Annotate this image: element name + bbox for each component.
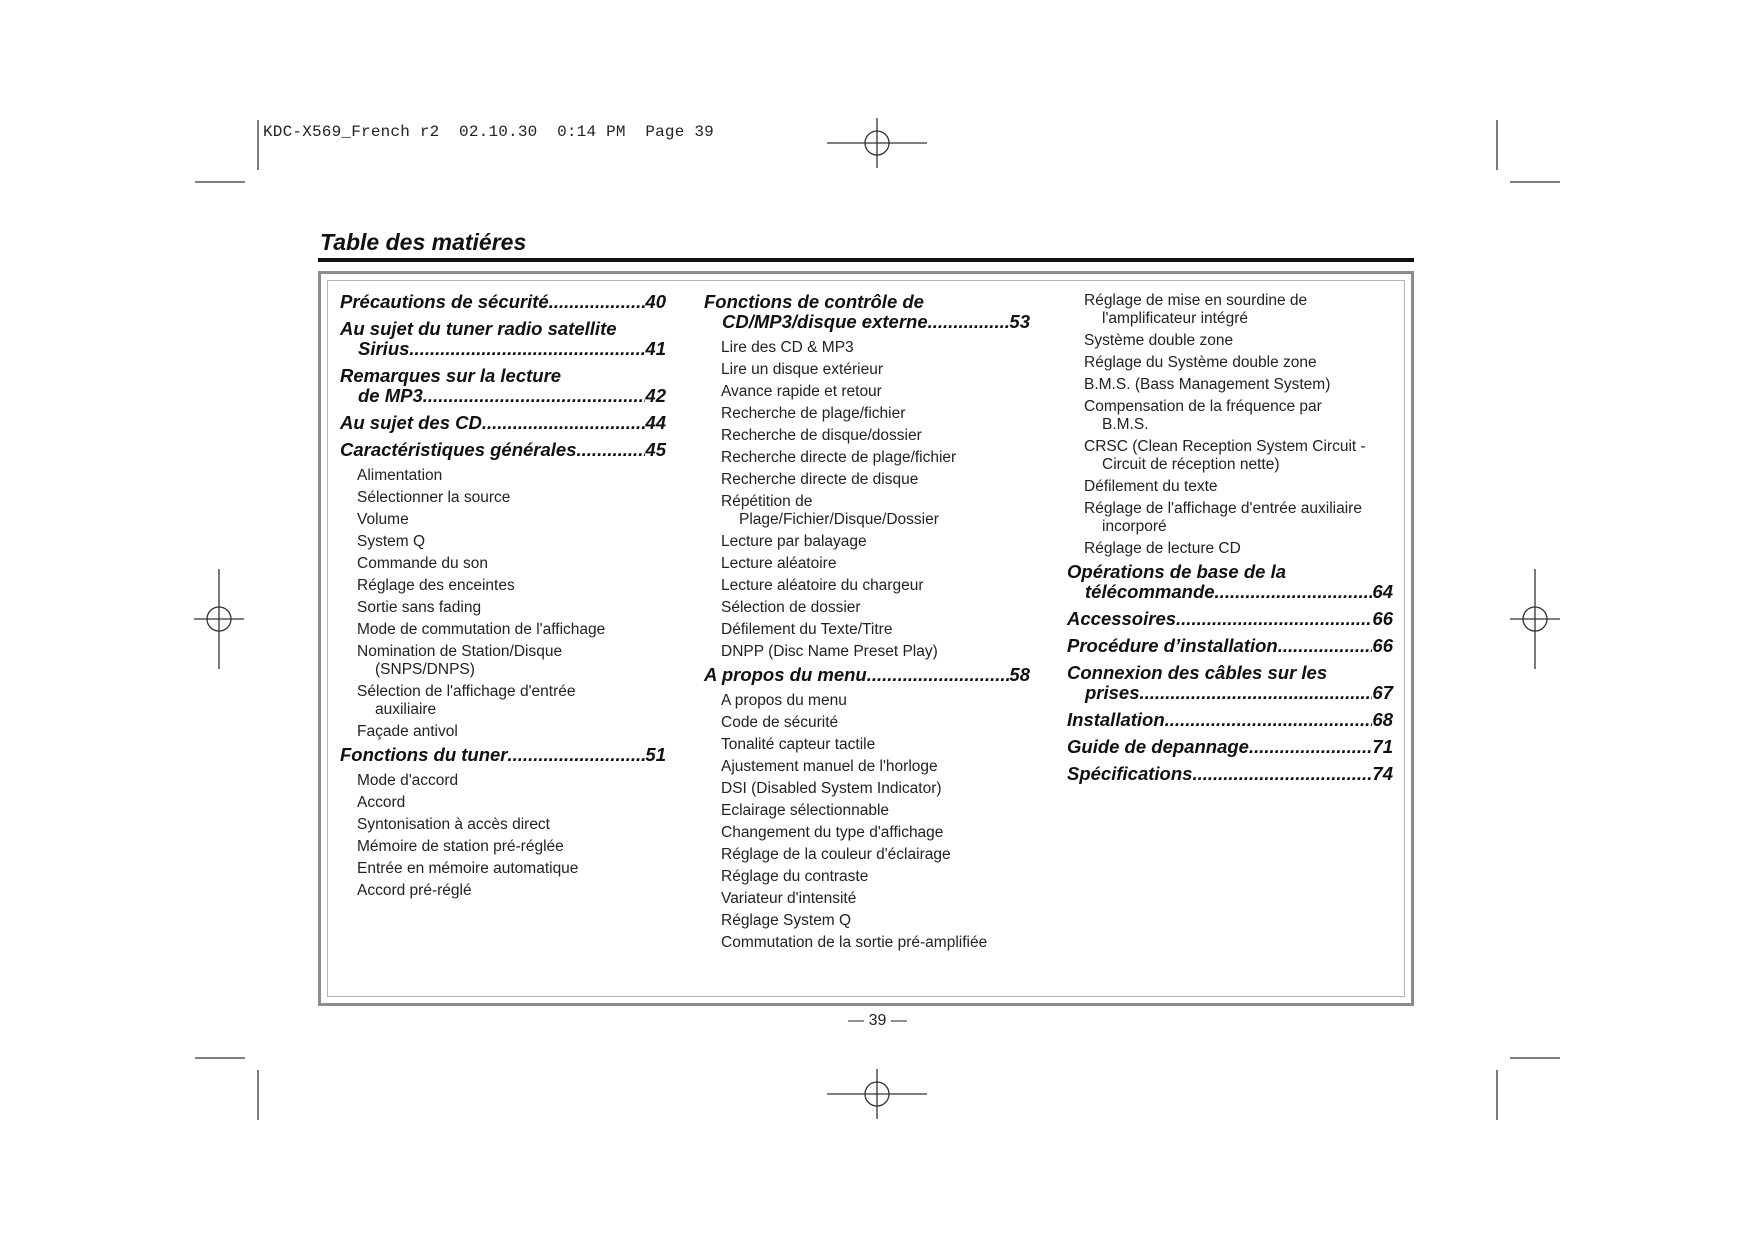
toc-section-title: Fonctions de contrôle de — [704, 291, 924, 312]
toc-section-title: Remarques sur la lecture — [340, 365, 562, 386]
toc-leader-dots — [549, 292, 646, 312]
toc-item — [704, 890, 1030, 908]
toc-item — [704, 599, 1030, 617]
toc-item-label: Entrée en mémoire automatique — [357, 860, 579, 877]
toc-item — [340, 533, 666, 551]
toc-item-label: Réglage de lecture CD — [1084, 540, 1241, 557]
print-date: 02.10.30 — [459, 123, 538, 141]
toc-item — [704, 780, 1030, 798]
toc-item-label: Avance rapide et retour — [721, 383, 882, 400]
toc-item-label: Mémoire de station pré-réglée — [357, 838, 564, 855]
toc-section-title-line2: de MP3 — [358, 385, 423, 406]
toc-item-label: Réglage du contraste — [721, 868, 869, 885]
toc-section — [1067, 710, 1393, 730]
title-rule — [318, 258, 1414, 262]
page-number: — 39 — — [848, 1012, 907, 1029]
registration-mark-right — [1510, 569, 1560, 669]
toc-item — [704, 802, 1030, 820]
toc-page-number: 64 — [1372, 581, 1393, 602]
toc-section — [1067, 562, 1393, 602]
toc-item-label: DSI (Disabled System Indicator) — [721, 780, 942, 797]
toc-item — [340, 467, 666, 485]
toc-page-number: 67 — [1372, 682, 1393, 703]
toc-item — [704, 577, 1030, 595]
toc-item-label-cont: Plage/Fichier/Disque/Dossier — [739, 511, 939, 528]
toc-leader-dots — [423, 386, 646, 406]
toc-item — [340, 621, 666, 639]
toc-leader-dots — [1249, 737, 1372, 757]
print-file: KDC-X569_French r2 — [263, 123, 440, 141]
toc-item-label: Mode d'accord — [357, 772, 459, 789]
toc-item-label: Réglage de mise en sourdine de — [1084, 292, 1308, 309]
toc-item — [704, 692, 1030, 710]
toc-section — [1067, 636, 1393, 656]
print-time: 0:14 PM — [557, 123, 626, 141]
toc-item-label: Réglage de l'affichage d'entrée auxiliaire — [1084, 500, 1362, 517]
toc-item-label: Lire des CD & MP3 — [721, 339, 854, 356]
toc-item — [340, 794, 666, 812]
toc-page-number: 66 — [1372, 635, 1393, 656]
toc-item-label: Alimentation — [357, 467, 443, 484]
toc-item — [704, 339, 1030, 357]
toc-item — [340, 723, 666, 741]
toc-item-label: Ajustement manuel de l'horloge — [721, 758, 938, 775]
toc-page-number: 42 — [645, 385, 666, 406]
toc-leader-dots — [1165, 710, 1373, 730]
toc-item-label-cont: (SNPS/DNPS) — [375, 661, 475, 678]
toc-leader-dots — [1176, 609, 1372, 629]
toc-item-label: Lecture par balayage — [721, 533, 867, 550]
toc-section-title: Spécifications — [1067, 763, 1193, 784]
toc-section-title-line2: CD/MP3/disque externe — [722, 311, 928, 332]
toc-item — [704, 427, 1030, 445]
toc-leader-dots — [508, 745, 646, 765]
toc-item — [704, 361, 1030, 379]
toc-section-title: Fonctions du tuner — [340, 744, 508, 765]
toc-item-label: Changement du type d'affichage — [721, 824, 944, 841]
toc-item — [704, 405, 1030, 423]
toc-item-label: Lire un disque extérieur — [721, 361, 883, 378]
toc-section — [704, 292, 1030, 332]
toc-section — [1067, 663, 1393, 703]
toc-section — [1067, 737, 1393, 757]
toc-item — [340, 555, 666, 573]
toc-page-number: 51 — [645, 744, 666, 765]
toc-item-label: DNPP (Disc Name Preset Play) — [721, 643, 938, 660]
toc-item-label: A propos du menu — [721, 692, 847, 709]
toc-item — [704, 824, 1030, 842]
registration-mark-top — [827, 118, 927, 168]
toc-item-label: Réglage de la couleur d'éclairage — [721, 846, 951, 863]
toc-leader-dots — [1140, 683, 1373, 703]
toc-page-number: 66 — [1372, 608, 1393, 629]
toc-item — [704, 533, 1030, 551]
toc-item — [1067, 376, 1393, 394]
toc-item-label: Défilement du texte — [1084, 478, 1218, 495]
toc-item-label: Façade antivol — [357, 723, 458, 740]
toc-item-label: Syntonisation à accès direct — [357, 816, 550, 833]
toc-item — [1067, 540, 1393, 558]
toc-page-number: 74 — [1372, 763, 1393, 784]
toc-section-title: Caractéristiques générales — [340, 439, 577, 460]
toc-item-label: Sélection de dossier — [721, 599, 861, 616]
toc-item — [704, 555, 1030, 573]
toc-item — [1067, 398, 1393, 434]
print-page-label: Page 39 — [645, 123, 714, 141]
page-title: Table des matiéres — [320, 229, 527, 255]
toc-item-label: Sélectionner la source — [357, 489, 511, 506]
toc-item — [704, 868, 1030, 886]
toc-section — [340, 440, 666, 460]
toc-section-title: Connexion des câbles sur les — [1067, 662, 1328, 683]
toc-item-label: Tonalité capteur tactile — [721, 736, 876, 753]
toc-item — [340, 838, 666, 856]
toc-item-label: B.M.S. (Bass Management System) — [1084, 376, 1331, 393]
toc-item — [704, 643, 1030, 661]
toc-item-label: Mode de commutation de l'affichage — [357, 621, 606, 638]
toc-item — [704, 621, 1030, 639]
toc-section-title-cont — [1067, 582, 1393, 602]
toc-page-number: 45 — [645, 439, 666, 460]
toc-section-title-line2: Sirius — [358, 338, 410, 359]
toc-section — [340, 413, 666, 433]
toc-item — [340, 489, 666, 507]
toc-item-label: Accord pré-réglé — [357, 882, 472, 899]
toc-item-label: Recherche directe de disque — [721, 471, 919, 488]
toc-section — [340, 319, 666, 359]
toc-item-label: Réglage des enceintes — [357, 577, 515, 594]
toc-item — [1067, 478, 1393, 496]
toc-item-label: Recherche de plage/fichier — [721, 405, 906, 422]
toc-item — [340, 816, 666, 834]
toc-item — [704, 383, 1030, 401]
toc-item-label: Volume — [357, 511, 409, 528]
toc-leader-dots — [409, 339, 645, 359]
toc-leader-dots — [1215, 582, 1373, 602]
registration-mark-bottom — [827, 1069, 927, 1119]
toc-item-label-cont: l'amplificateur intégré — [1102, 310, 1248, 327]
toc-page-number: 58 — [1009, 664, 1030, 685]
toc-item-label: Répétition de — [721, 493, 813, 510]
toc-item-label: CRSC (Clean Reception System Circuit - — [1084, 438, 1366, 455]
toc-section-title-cont — [1067, 683, 1393, 703]
toc-item-label: Sélection de l'affichage d'entrée — [357, 683, 576, 700]
toc-section-title: Précautions de sécurité — [340, 291, 549, 312]
toc-section-title: Installation — [1067, 709, 1165, 730]
toc-page-number: 53 — [1009, 311, 1030, 332]
toc-item — [704, 912, 1030, 930]
toc-section — [1067, 764, 1393, 784]
toc-section — [1067, 609, 1393, 629]
toc-item — [340, 511, 666, 529]
toc-section-title: Guide de depannage — [1067, 736, 1249, 757]
toc-section-title: Opérations de base de la — [1067, 561, 1286, 582]
toc-section-title-line2: prises — [1085, 682, 1140, 703]
toc-section-title: A propos du menu — [704, 664, 867, 685]
toc-leader-dots — [1192, 764, 1372, 784]
toc-column-1 — [340, 292, 666, 904]
toc-item-label: Code de sécurité — [721, 714, 839, 731]
toc-item-label: Lecture aléatoire du chargeur — [721, 577, 924, 594]
toc-leader-dots — [577, 440, 646, 460]
toc-item — [704, 449, 1030, 467]
toc-leader-dots — [1278, 636, 1373, 656]
toc-item-label: Réglage System Q — [721, 912, 852, 929]
toc-section-title: Au sujet du tuner radio satellite — [340, 318, 617, 339]
toc-item — [1067, 438, 1393, 474]
toc-item — [340, 882, 666, 900]
toc-item-label: Eclairage sélectionnable — [721, 802, 890, 819]
toc-item — [340, 860, 666, 878]
toc-item-label: Système double zone — [1084, 332, 1234, 349]
toc-item-label: System Q — [357, 533, 426, 550]
toc-item — [1067, 292, 1393, 328]
toc-item-label: Recherche de disque/dossier — [721, 427, 922, 444]
toc-section-title-line2: télécommande — [1085, 581, 1215, 602]
toc-section — [704, 665, 1030, 685]
toc-item-label: Réglage du Système double zone — [1084, 354, 1317, 371]
toc-item — [704, 471, 1030, 489]
toc-section — [340, 292, 666, 312]
toc-column-3 — [1067, 292, 1393, 791]
toc-item — [340, 683, 666, 719]
toc-item — [340, 772, 666, 790]
toc-section-title: Au sujet des CD — [340, 412, 482, 433]
toc-leader-dots — [482, 413, 646, 433]
toc-leader-dots — [928, 312, 1010, 332]
toc-page-number: 41 — [645, 338, 666, 359]
toc-item-label: Défilement du Texte/Titre — [721, 621, 893, 638]
toc-item-label-cont: incorporé — [1102, 518, 1167, 535]
toc-item — [1067, 500, 1393, 536]
registration-mark-left — [194, 569, 244, 669]
toc-page-number: 40 — [645, 291, 666, 312]
toc-item — [704, 736, 1030, 754]
toc-item — [704, 714, 1030, 732]
toc-item — [704, 934, 1030, 952]
toc-leader-dots — [867, 665, 1010, 685]
toc-section — [340, 366, 666, 406]
toc-item-label-cont: Circuit de réception nette) — [1102, 456, 1280, 473]
toc-item-label-cont: auxiliaire — [375, 701, 437, 718]
toc-section-title: Procédure d’installation — [1067, 635, 1278, 656]
toc-item-label-cont: B.M.S. — [1102, 416, 1149, 433]
toc-item — [340, 643, 666, 679]
toc-section-title-cont — [340, 386, 666, 406]
toc-section — [340, 745, 666, 765]
toc-item-label: Nomination de Station/Disque — [357, 643, 563, 660]
toc-item-label: Lecture aléatoire — [721, 555, 837, 572]
toc-item-label: Sortie sans fading — [357, 599, 482, 616]
toc-item — [1067, 332, 1393, 350]
toc-item — [704, 846, 1030, 864]
toc-item-label: Accord — [357, 794, 406, 811]
toc-page-number: 68 — [1372, 709, 1393, 730]
toc-page-number: 44 — [645, 412, 666, 433]
toc-section-title-cont — [340, 339, 666, 359]
toc-column-2 — [704, 292, 1030, 956]
toc-section-title: Accessoires — [1067, 608, 1177, 629]
toc-item-label: Variateur d'intensité — [721, 890, 857, 907]
toc-item — [340, 577, 666, 595]
toc-item — [704, 493, 1030, 529]
toc-item — [340, 599, 666, 617]
toc-item — [704, 758, 1030, 776]
toc-section-title-cont — [704, 312, 1030, 332]
toc-item-label: Compensation de la fréquence par — [1084, 398, 1322, 415]
toc-item — [1067, 354, 1393, 372]
toc-item-label: Commande du son — [357, 555, 488, 572]
toc-item-label: Recherche directe de plage/fichier — [721, 449, 957, 466]
toc-page-number: 71 — [1372, 736, 1393, 757]
toc-item-label: Commutation de la sortie pré-amplifiée — [721, 934, 988, 951]
